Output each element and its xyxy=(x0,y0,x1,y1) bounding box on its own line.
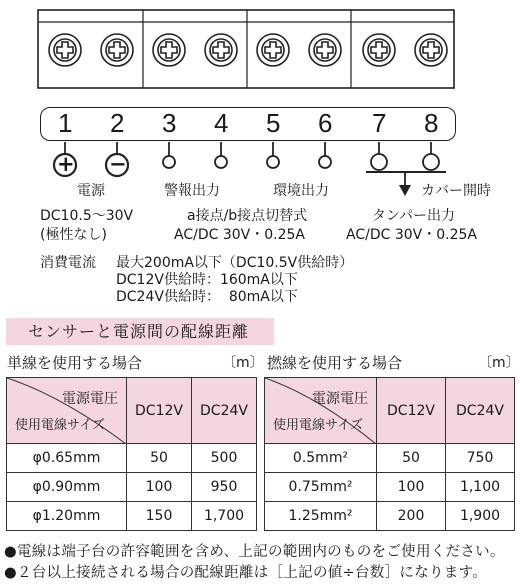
corner-bottom-label: 使用電線サイズ xyxy=(273,418,363,433)
corner-top-label: 電源電圧 xyxy=(62,391,118,407)
single-wire-table xyxy=(6,377,257,531)
tamper-rating: AC/DC 30V・0.25A xyxy=(346,227,477,243)
table-row xyxy=(265,502,515,531)
minus-icon: − xyxy=(109,152,127,176)
stranded-wire-unit: 〔m〕 xyxy=(478,355,520,371)
consumption-label: 消費電流 xyxy=(40,255,96,271)
value-dc24v: 1,100 xyxy=(446,473,515,502)
value-dc24v: 750 xyxy=(446,444,515,473)
value-dc24v: 500 xyxy=(192,444,257,473)
terminal-number-7: 7 xyxy=(372,108,387,138)
wire-size: 1.25mm² xyxy=(265,502,377,531)
terminal-number-3: 3 xyxy=(162,108,177,138)
wire-size: φ1.20mm xyxy=(7,502,127,531)
table-row xyxy=(7,473,257,502)
section-title: センサーと電源間の配線距離 xyxy=(6,318,274,345)
table-row xyxy=(265,444,515,473)
value-dc12v: 200 xyxy=(377,502,446,531)
terminal-number-4: 4 xyxy=(214,108,229,138)
terminal-number-1: 1 xyxy=(58,108,73,138)
note-wire-range: ●電線は端子台の許容範囲を含め、上記の範囲内のものをご使用ください。 xyxy=(4,544,505,560)
wire-size: φ0.90mm xyxy=(7,473,127,502)
consumption-dc12: DC12V供給時：160mA以下 xyxy=(116,272,298,288)
corner-top-label: 電源電圧 xyxy=(312,391,368,407)
value-dc24v: 1,900 xyxy=(446,502,515,531)
wire-size: φ0.65mm xyxy=(7,444,127,473)
stranded-wire-table xyxy=(264,377,515,531)
power-spec: DC10.5～30V xyxy=(40,208,134,224)
env-output-label: 環境出力 xyxy=(273,183,329,199)
table-row xyxy=(7,502,257,531)
plus-icon: + xyxy=(57,152,75,176)
terminal-number-strip xyxy=(40,107,456,141)
tamper-output-label: タンパー出力 xyxy=(372,208,456,224)
table-header-row xyxy=(7,378,257,444)
note-multi-unit: ●２台以上接続される場合の配線距離は［上記の値÷台数］になります。 xyxy=(4,565,488,581)
value-dc24v: 950 xyxy=(192,473,257,502)
value-dc12v: 100 xyxy=(377,473,446,502)
consumption-max: 最大200mA以下（DC10.5V供給時） xyxy=(116,255,354,271)
table-row xyxy=(7,444,257,473)
wire-size: 0.5mm² xyxy=(265,444,377,473)
table-corner-cell xyxy=(7,378,127,444)
cover-open-label: カバー開時 xyxy=(421,183,491,199)
col-header-dc12v: DC12V xyxy=(127,378,192,444)
col-header-dc24v: DC24V xyxy=(192,378,257,444)
env-rating: AC/DC 30V・0.25A xyxy=(174,227,305,243)
power-polarity: (極性なし) xyxy=(40,227,107,243)
value-dc12v: 150 xyxy=(127,502,192,531)
table-corner-cell xyxy=(265,378,377,444)
table-row xyxy=(265,473,515,502)
corner-bottom-label: 使用電線サイズ xyxy=(15,418,105,433)
terminal-block-illustration xyxy=(0,0,520,100)
terminal-number-2: 2 xyxy=(110,108,125,138)
wire-size: 0.75mm² xyxy=(265,473,377,502)
value-dc12v: 50 xyxy=(127,444,192,473)
value-dc12v: 50 xyxy=(377,444,446,473)
col-header-dc24v: DC24V xyxy=(446,378,515,444)
col-header-dc12v: DC12V xyxy=(377,378,446,444)
alarm-output-label: 警報出力 xyxy=(164,183,220,199)
table-header-row xyxy=(265,378,515,444)
value-dc24v: 1,700 xyxy=(192,502,257,531)
stranded-wire-title: 撚線を使用する場合 xyxy=(267,354,403,372)
env-contact-type: a接点/b接点切替式 xyxy=(187,208,308,224)
power-label: 電源 xyxy=(77,183,105,199)
single-wire-unit: 〔m〕 xyxy=(222,355,264,371)
consumption-dc24: DC24V供給時： 80mA以下 xyxy=(116,289,298,305)
single-wire-title: 単線を使用する場合 xyxy=(7,354,143,372)
terminal-number-5: 5 xyxy=(266,108,281,138)
terminal-number-6: 6 xyxy=(318,108,333,138)
value-dc12v: 100 xyxy=(127,473,192,502)
terminal-number-8: 8 xyxy=(424,108,439,138)
